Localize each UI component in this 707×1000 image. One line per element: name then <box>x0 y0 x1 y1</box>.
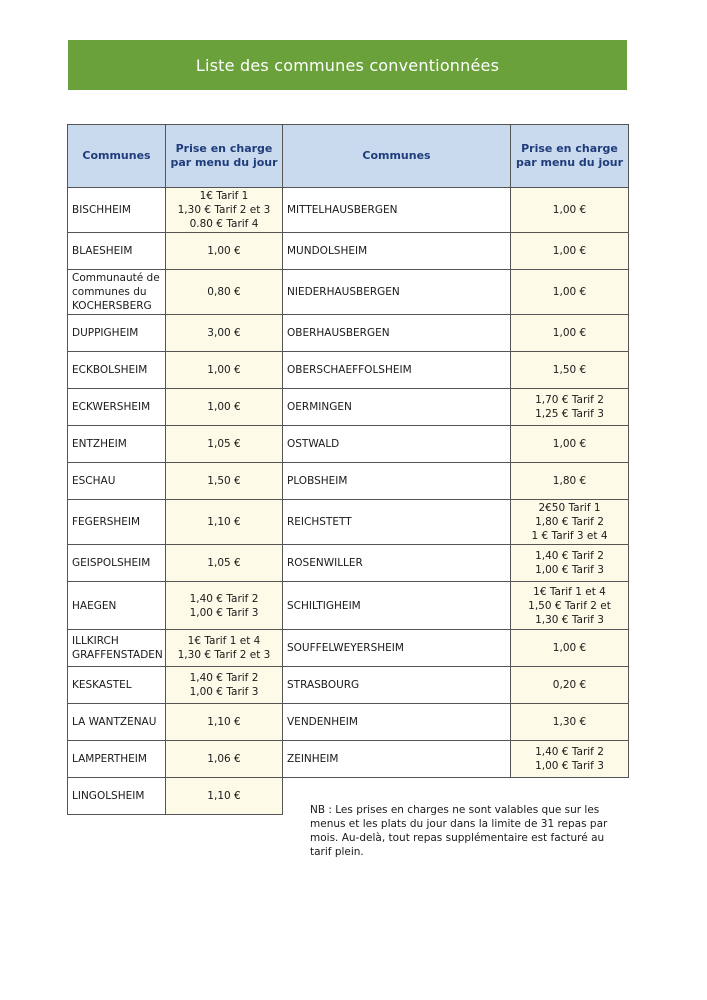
title-banner <box>68 40 627 90</box>
commune-name: ENTZHEIM <box>68 426 166 463</box>
table-header-row <box>68 125 629 188</box>
commune-name: ECKBOLSHEIM <box>68 352 166 389</box>
commune-name: NIEDERHAUSBERGEN <box>283 270 511 315</box>
table-row <box>68 545 629 582</box>
table-row <box>68 188 629 233</box>
header-communes-left: Communes <box>68 125 166 188</box>
commune-price: 3,00 € <box>166 315 283 352</box>
commune-price: 1,00 € <box>511 426 629 463</box>
commune-price: 1,05 € <box>166 426 283 463</box>
commune-name: REICHSTETT <box>283 500 511 545</box>
commune-price: 1,06 € <box>166 741 283 778</box>
commune-name: PLOBSHEIM <box>283 463 511 500</box>
commune-name: LAMPERTHEIM <box>68 741 166 778</box>
table-row <box>68 315 629 352</box>
commune-name: ROSENWILLER <box>283 545 511 582</box>
commune-name: ESCHAU <box>68 463 166 500</box>
communes-table <box>67 124 629 815</box>
commune-price: 1,05 € <box>166 545 283 582</box>
commune-price: 1,40 € Tarif 2 1,00 € Tarif 3 <box>511 741 629 778</box>
commune-price: 1,00 € <box>511 315 629 352</box>
commune-price: 1,80 € <box>511 463 629 500</box>
commune-name: ECKWERSHEIM <box>68 389 166 426</box>
table-row <box>68 389 629 426</box>
table-row <box>68 233 629 270</box>
commune-name: BISCHHEIM <box>68 188 166 233</box>
commune-price: 1,50 € <box>511 352 629 389</box>
commune-name: DUPPIGHEIM <box>68 315 166 352</box>
commune-name: VENDENHEIM <box>283 704 511 741</box>
commune-price: 2€50 Tarif 1 1,80 € Tarif 2 1 € Tarif 3 et 4 <box>511 500 629 545</box>
table-row <box>68 426 629 463</box>
commune-name: HAEGEN <box>68 582 166 630</box>
commune-price: 1,70 € Tarif 2 1,25 € Tarif 3 <box>511 389 629 426</box>
commune-price: 1,40 € Tarif 2 1,00 € Tarif 3 <box>166 582 283 630</box>
commune-name: MUNDOLSHEIM <box>283 233 511 270</box>
table-row <box>68 500 629 545</box>
commune-name: BLAESHEIM <box>68 233 166 270</box>
table-row <box>68 582 629 630</box>
commune-price: 1,00 € <box>166 233 283 270</box>
header-price-right: Prise en charge par menu du jour <box>511 125 629 188</box>
footnote: NB : Les prises en charges ne sont valables que sur les menus et les plats du jour dans la limite de 31 repas par mois. Au-delà, tout repas supplémentaire est facturé au tarif plein. <box>310 804 608 858</box>
table-row <box>68 667 629 704</box>
commune-price: 1,10 € <box>166 778 283 815</box>
commune-price: 1,00 € <box>511 630 629 667</box>
commune-price: 0,80 € <box>166 270 283 315</box>
commune-name: SCHILTIGHEIM <box>283 582 511 630</box>
table-row <box>68 741 629 778</box>
table-row <box>68 704 629 741</box>
commune-name: LA WANTZENAU <box>68 704 166 741</box>
commune-price: 1€ Tarif 1 1,30 € Tarif 2 et 3 0.80 € Tarif 4 <box>166 188 283 233</box>
commune-price: 1,10 € <box>166 704 283 741</box>
commune-name: OERMINGEN <box>283 389 511 426</box>
commune-price: 1€ Tarif 1 et 4 1,30 € Tarif 2 et 3 <box>166 630 283 667</box>
commune-price: 1,50 € <box>166 463 283 500</box>
table-row <box>68 630 629 667</box>
header-communes-right: Communes <box>283 125 511 188</box>
header-price-left: Prise en charge par menu du jour <box>166 125 283 188</box>
commune-price: 1,40 € Tarif 2 1,00 € Tarif 3 <box>166 667 283 704</box>
commune-name: LINGOLSHEIM <box>68 778 166 815</box>
commune-price: 1,40 € Tarif 2 1,00 € Tarif 3 <box>511 545 629 582</box>
commune-price: 0,20 € <box>511 667 629 704</box>
commune-name: STRASBOURG <box>283 667 511 704</box>
table-row <box>68 352 629 389</box>
commune-name: FEGERSHEIM <box>68 500 166 545</box>
commune-name: ZEINHEIM <box>283 741 511 778</box>
table-row <box>68 270 629 315</box>
commune-name: OSTWALD <box>283 426 511 463</box>
commune-price: 1,00 € <box>511 188 629 233</box>
commune-name: OBERHAUSBERGEN <box>283 315 511 352</box>
commune-price: 1€ Tarif 1 et 4 1,50 € Tarif 2 et 1,30 € Tarif 3 <box>511 582 629 630</box>
commune-name: SOUFFELWEYERSHEIM <box>283 630 511 667</box>
page-title: Liste des communes conventionnées <box>195 55 500 75</box>
commune-name: OBERSCHAEFFOLSHEIM <box>283 352 511 389</box>
commune-price: 1,00 € <box>166 389 283 426</box>
commune-name: MITTELHAUSBERGEN <box>283 188 511 233</box>
commune-price: 1,00 € <box>511 233 629 270</box>
commune-name: ILLKIRCH GRAFFENSTADEN <box>68 630 166 667</box>
commune-name: GEISPOLSHEIM <box>68 545 166 582</box>
commune-name: KESKASTEL <box>68 667 166 704</box>
commune-name: Communauté de communes du KOCHERSBERG <box>68 270 166 315</box>
commune-price: 1,00 € <box>511 270 629 315</box>
table-row <box>68 463 629 500</box>
commune-price: 1,10 € <box>166 500 283 545</box>
commune-price: 1,30 € <box>511 704 629 741</box>
commune-price: 1,00 € <box>166 352 283 389</box>
